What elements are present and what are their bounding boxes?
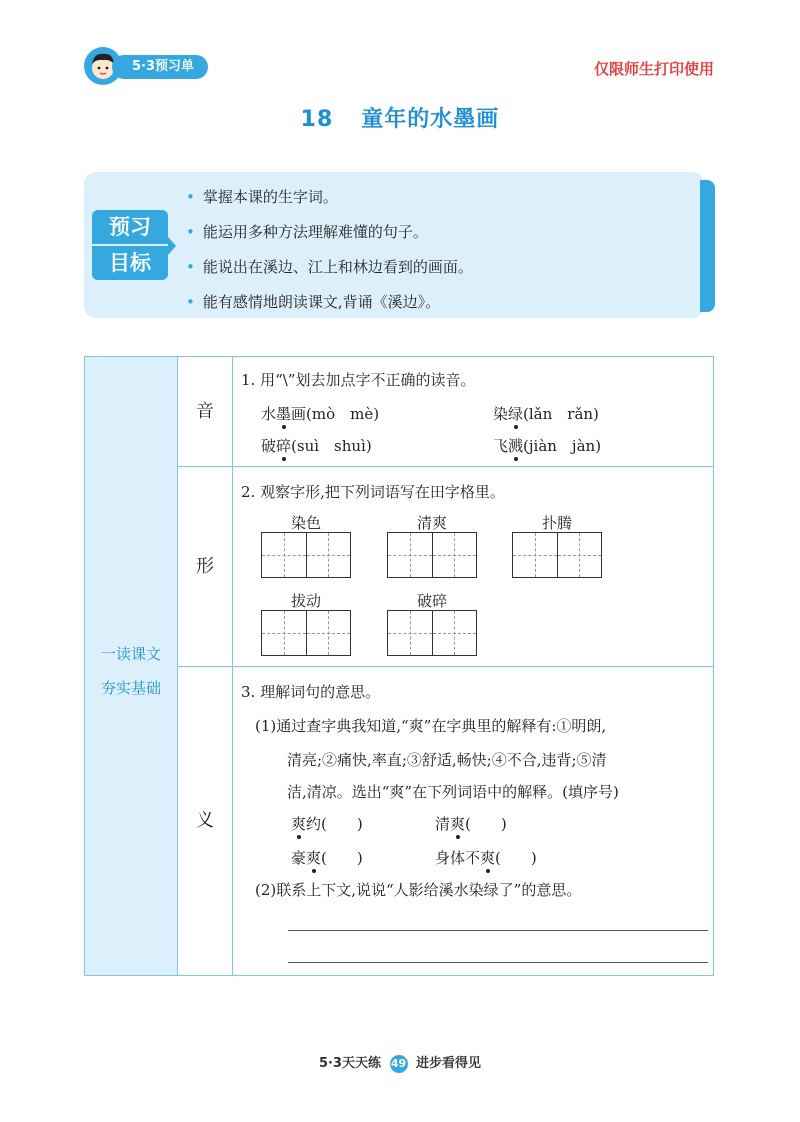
lesson-title: 童年的水墨画 — [361, 107, 500, 132]
sub-question-1-cont: 清亮;②痛快,率直;③舒适,畅快;④不合,违背;⑤清 — [287, 751, 607, 769]
page-title — [0, 102, 800, 133]
question-1: 1. 用“\”划去加点字不正确的读音。 — [241, 371, 476, 389]
goal-item: • 能运用多种方法理解难懂的句子。 — [186, 223, 428, 241]
word-label: 拔动 — [290, 592, 321, 610]
page-number: 49 — [390, 1055, 408, 1073]
goals-badge-line2: 目标 — [92, 246, 168, 280]
lesson-number: 18 — [300, 107, 334, 132]
pinyin-item: 染绿(lǎn rǎn) — [493, 405, 599, 423]
goal-item: • 能说出在溪边、江上和林边看到的画面。 — [186, 258, 473, 276]
section-column — [85, 357, 178, 975]
bullet-icon: • — [186, 188, 195, 206]
sub-question-1: (1)通过查字典我知道,“爽”在字典里的解释有:①明朗, — [255, 717, 607, 735]
meaning-item[interactable]: 爽约( ) — [291, 815, 363, 833]
category-form: 形 — [178, 467, 233, 667]
tianzige-grid[interactable] — [261, 532, 351, 578]
pinyin-item: 破碎(suì shuì) — [261, 437, 372, 455]
goals-list — [186, 180, 686, 320]
exercise-table — [84, 356, 714, 976]
goals-badge — [92, 210, 168, 282]
sub-question-1-cont: 洁,清凉。选出“爽”在下列词语中的解释。(填序号) — [287, 783, 619, 801]
meaning-item[interactable]: 清爽( ) — [435, 815, 507, 833]
answer-line[interactable] — [288, 930, 708, 931]
tianzige-grid[interactable] — [261, 610, 351, 656]
tianzige-grid[interactable] — [512, 532, 602, 578]
question-2: 2. 观察字形,把下列词语写在田字格里。 — [241, 483, 505, 501]
meaning-item[interactable]: 身体不爽( ) — [435, 849, 537, 867]
tianzige-grid[interactable] — [387, 532, 477, 578]
pinyin-item: 水墨画(mò mè) — [261, 405, 380, 423]
goal-item: • 掌握本课的生字词。 — [186, 188, 338, 206]
word-label: 破碎 — [416, 592, 447, 610]
footer — [0, 1052, 800, 1073]
goal-item: • 能有感情地朗读课文,背诵《溪边》。 — [186, 293, 441, 311]
row-divider — [178, 666, 713, 667]
bullet-icon: • — [186, 258, 195, 276]
word-label: 染色 — [290, 514, 321, 532]
tianzige-grid[interactable] — [387, 610, 477, 656]
meaning-item[interactable]: 豪爽( ) — [291, 849, 363, 867]
section-label: 一读课文 夯实基础 — [100, 645, 161, 697]
category-meaning: 义 — [178, 667, 233, 975]
footer-right: 进步看得见 — [416, 1056, 482, 1071]
footer-left: 5·3天天练 — [318, 1056, 381, 1071]
bullet-icon: • — [186, 293, 195, 311]
question-3: 3. 理解词句的意思。 — [241, 683, 381, 701]
print-notice: 仅限师生打印使用 — [593, 60, 714, 78]
goals-panel-edge — [700, 180, 715, 312]
bullet-icon: • — [186, 223, 195, 241]
row-divider — [178, 466, 713, 467]
goals-badge-line1: 预习 — [92, 210, 168, 244]
word-label: 扑腾 — [541, 514, 572, 532]
pinyin-item: 飞溅(jiàn jàn) — [493, 437, 602, 455]
series-badge: 5·3预习单 — [112, 55, 208, 79]
answer-line[interactable] — [288, 962, 708, 963]
sub-question-2: (2)联系上下文,说说“人影给溪水染绿了”的意思。 — [255, 881, 582, 899]
category-sound: 音 — [178, 357, 233, 467]
word-label: 清爽 — [416, 514, 447, 532]
badge-arrow-icon — [168, 237, 176, 255]
